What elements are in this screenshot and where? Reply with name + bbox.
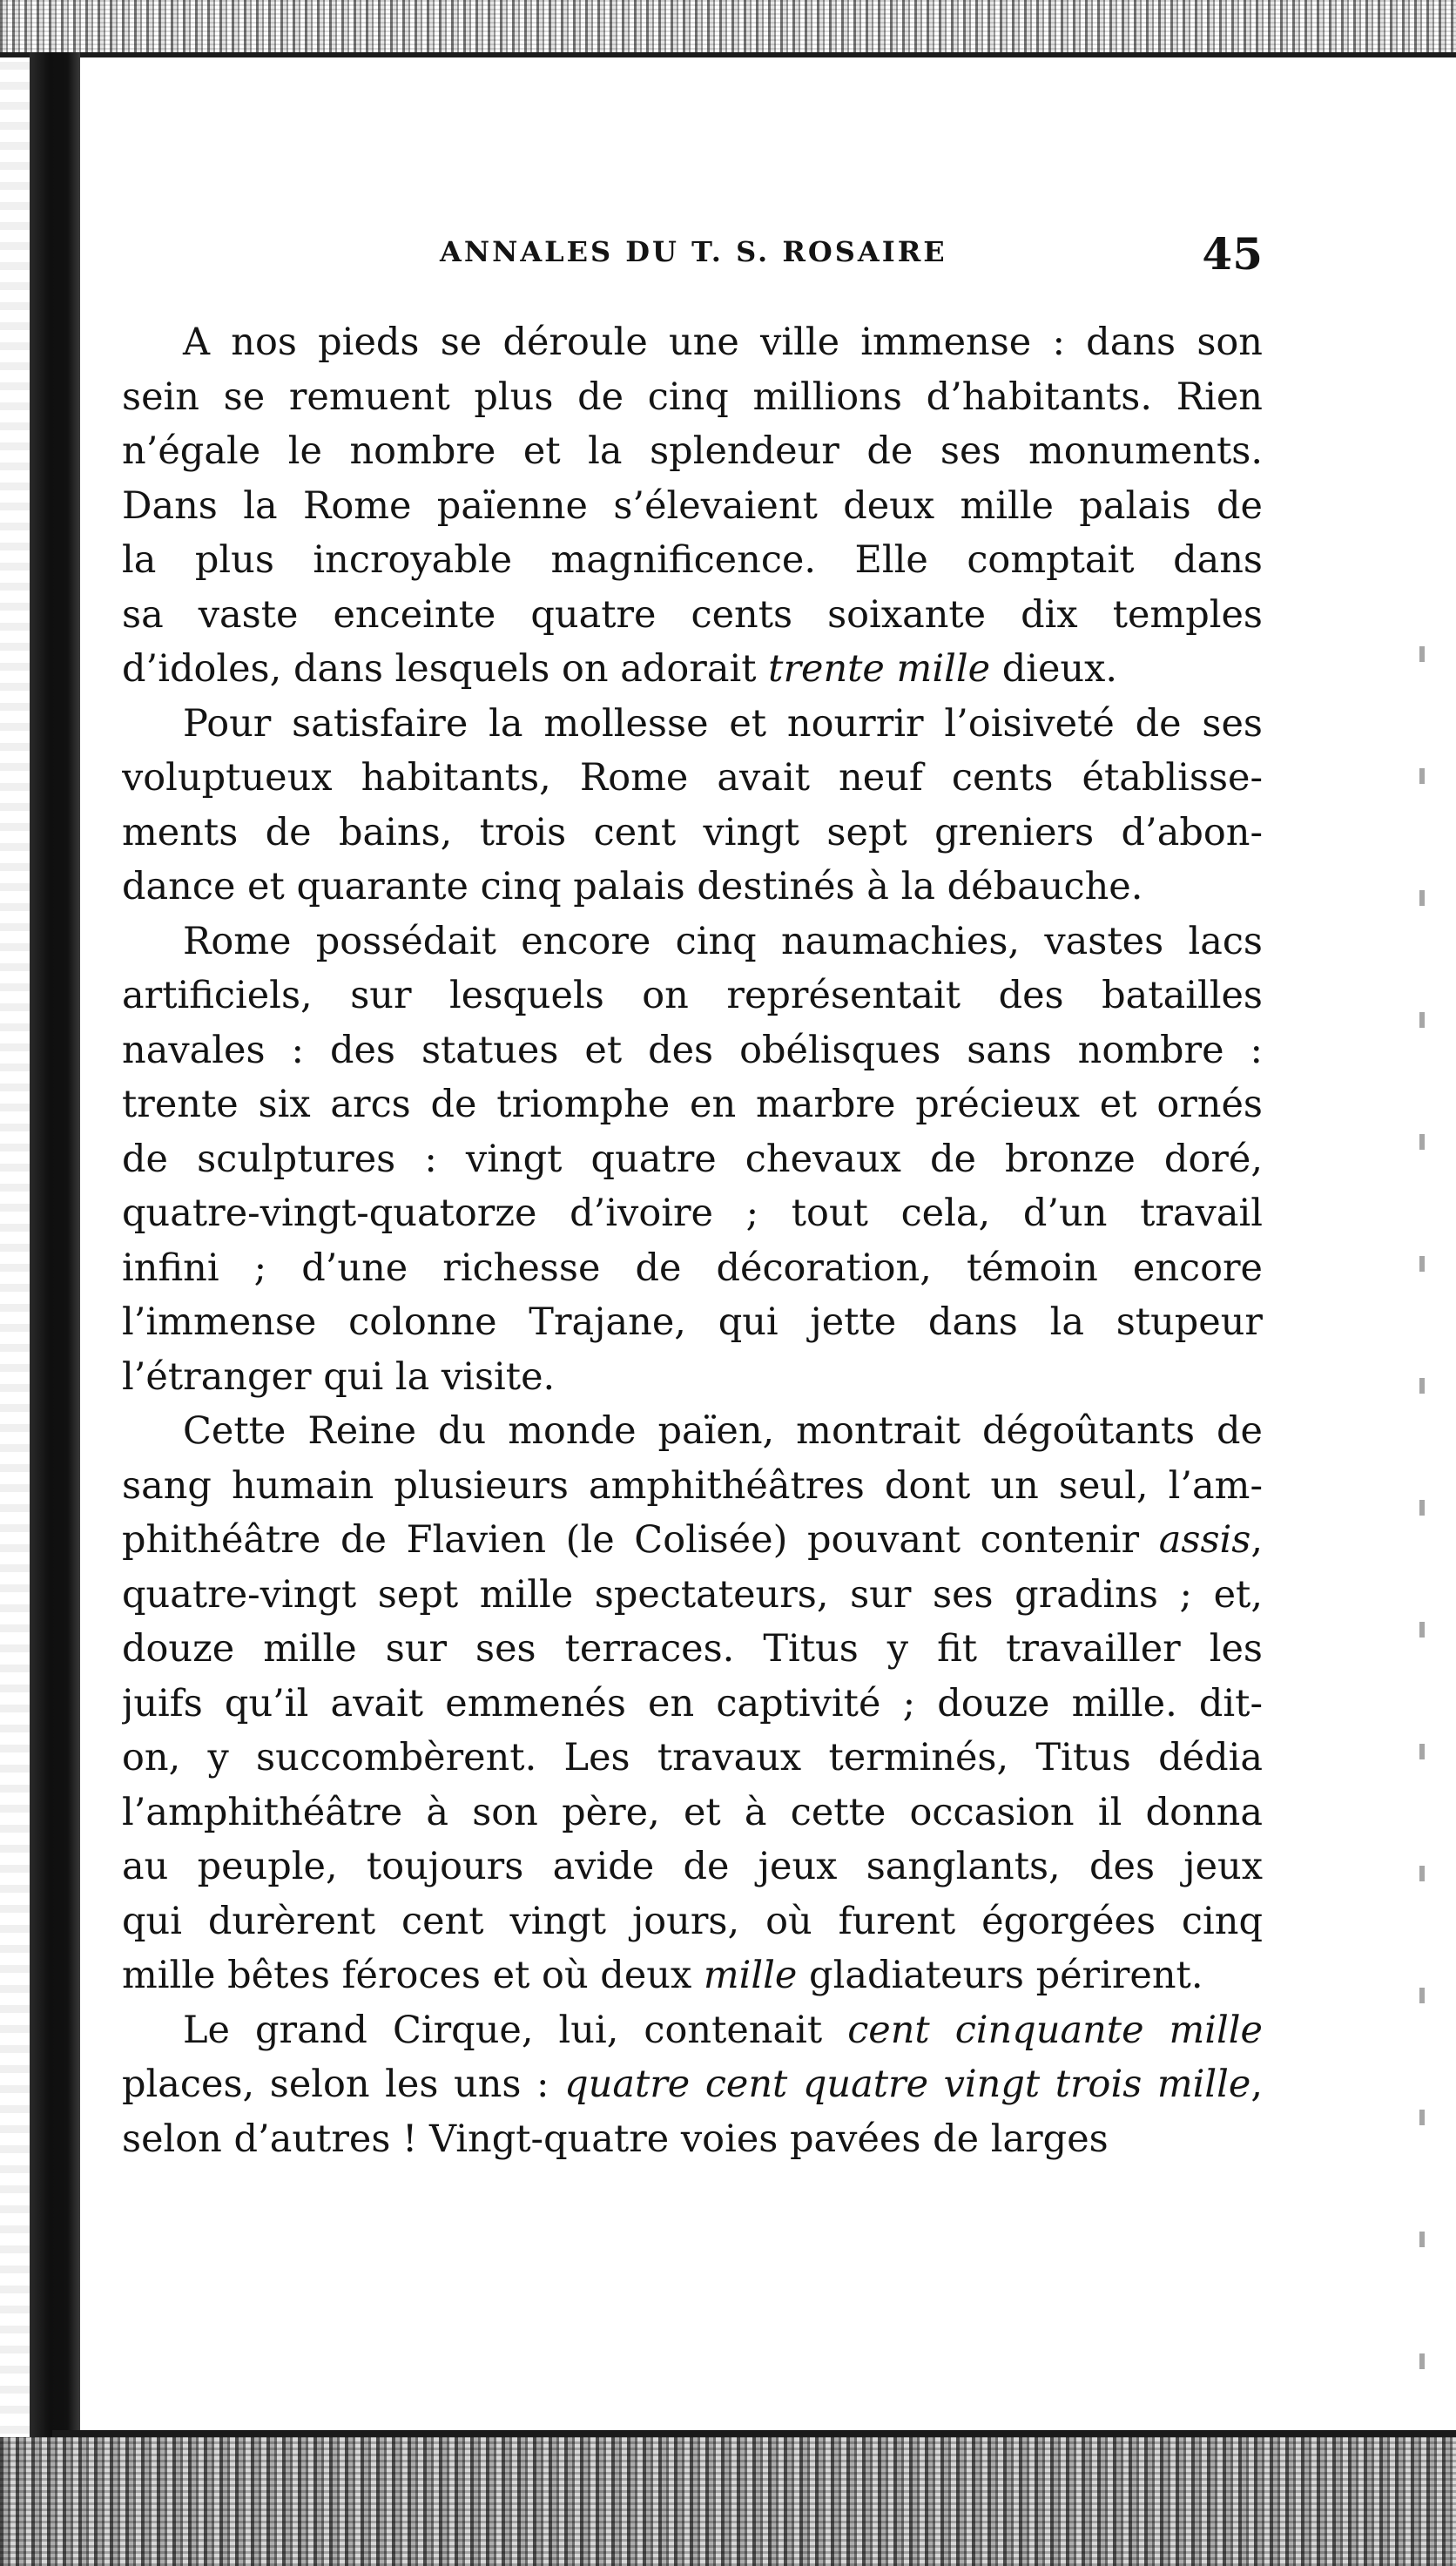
text-segment: l’étranger qui la visite. xyxy=(122,1354,556,1399)
italic-text: assis xyxy=(1158,1518,1251,1562)
text-segment: n’égale le nombre et la splendeur de ses monuments. xyxy=(122,429,1263,473)
text-segment: gladiateurs périrent. xyxy=(797,1954,1203,1997)
text-line xyxy=(122,315,1263,370)
text-line xyxy=(122,1132,1263,1187)
text-segment: on, y succombèrent. Les travaux terminés, Titus dédia xyxy=(122,1736,1263,1779)
page-number: 45 xyxy=(1202,228,1263,280)
text-segment: , xyxy=(1250,2063,1263,2106)
text-segment: navales : des statues et des obélisques sans nombre : xyxy=(122,1028,1263,1072)
text-line xyxy=(122,1241,1263,1296)
text-line xyxy=(122,751,1263,806)
text-segment: sa vaste enceinte quatre cents soixante dix temples xyxy=(122,592,1263,637)
text-segment: phithéâtre de Flavien (le Colisée) pouvant contenir xyxy=(122,1518,1159,1562)
text-segment: quatre-vingt sept mille spectateurs, sur ses gradins ; et, xyxy=(122,1572,1263,1617)
text-segment: l’amphithéâtre à son père, et à cette occasion il donna xyxy=(122,1790,1263,1834)
text-segment: sein se remuent plus de cinq millions d’habitants. Rien xyxy=(122,375,1263,419)
text-segment: Cette Reine du monde païen, montrait dégoûtants de xyxy=(183,1409,1263,1453)
paragraph xyxy=(122,315,1263,697)
text-line xyxy=(122,1786,1263,1840)
paragraph xyxy=(122,915,1263,1405)
text-segment: Rome possédait encore cinq naumachies, vastes lacs xyxy=(183,919,1263,963)
text-segment: , xyxy=(1250,1518,1263,1562)
text-line xyxy=(122,1840,1263,1894)
text-segment: places, selon les uns : xyxy=(122,2063,565,2106)
body-text xyxy=(122,315,1263,2166)
running-header xyxy=(122,228,1263,280)
text-line xyxy=(122,1350,1263,1405)
text-segment: selon d’autres ! Vingt-quatre voies pavées de larges xyxy=(122,2117,1109,2161)
text-segment: Le grand Cirque, lui, contenait xyxy=(183,2008,848,2052)
text-line xyxy=(122,2057,1263,2112)
text-line xyxy=(122,1894,1263,1949)
italic-text: mille xyxy=(703,1954,798,1997)
text-segment: dance et quarante cinq palais destinés à la débauche. xyxy=(122,865,1143,908)
text-line xyxy=(122,697,1263,752)
text-segment: douze mille sur ses terraces. Titus y fit travailler les xyxy=(122,1627,1263,1671)
scan-margin-left xyxy=(0,52,30,2474)
text-line xyxy=(122,1077,1263,1132)
running-title: ANNALES DU T. S. ROSAIRE xyxy=(440,235,947,268)
text-segment: voluptueux habitants, Rome avait neuf cents établisse- xyxy=(122,756,1263,800)
text-segment: artificiels, sur lesquels on représentait des batailles xyxy=(122,974,1263,1017)
text-line xyxy=(122,860,1263,915)
italic-text: cent cinquante mille xyxy=(847,2008,1263,2052)
scan-margin-marks-right xyxy=(1419,540,1425,2369)
scan-binding-shadow xyxy=(30,52,80,2439)
text-segment: l’immense colonne Trajane, qui jette dans la stupeur xyxy=(122,1300,1263,1344)
text-segment: dieux. xyxy=(990,647,1118,691)
italic-text: trente mille xyxy=(768,647,991,691)
text-line xyxy=(122,1404,1263,1459)
text-segment: ments de bains, trois cent vingt sept greniers d’abon- xyxy=(122,810,1263,854)
text-line xyxy=(122,1023,1263,1078)
text-line xyxy=(122,533,1263,588)
text-segment: juifs qu’il avait emmenés en captivité ; douze mille. dit- xyxy=(122,1681,1263,1725)
text-line xyxy=(122,1295,1263,1350)
text-segment: mille bêtes féroces et où deux xyxy=(122,1954,704,1997)
text-line xyxy=(122,479,1263,534)
text-segment: sang humain plusieurs amphithéâtres dont un seul, l’am- xyxy=(122,1463,1263,1508)
text-segment: de sculptures : vingt quatre chevaux de bronze doré, xyxy=(122,1137,1263,1181)
text-line xyxy=(122,1677,1263,1732)
paragraph xyxy=(122,2003,1263,2167)
italic-text: quatre cent quatre vingt trois mille xyxy=(564,2063,1251,2106)
text-segment: quatre-vingt-quatorze d’ivoire ; tout cela, d’un travail xyxy=(122,1192,1263,1235)
text-line xyxy=(122,1568,1263,1623)
scan-border-bottom xyxy=(0,2437,1456,2566)
text-segment: au peuple, toujours avide de jeux sanglants, des jeux xyxy=(122,1845,1263,1888)
text-line xyxy=(122,2112,1263,2167)
text-segment: infini ; d’une richesse de décoration, témoin encore xyxy=(122,1246,1263,1290)
text-line xyxy=(122,370,1263,425)
text-segment: trente six arcs de triomphe en marbre précieux et ornés xyxy=(122,1083,1263,1126)
paragraph xyxy=(122,1404,1263,2003)
text-line xyxy=(122,2003,1263,2058)
text-segment: d’idoles, dans lesquels on adorait xyxy=(122,647,769,691)
text-segment: A nos pieds se déroule une ville immense : dans son xyxy=(183,321,1263,364)
text-line xyxy=(122,642,1263,697)
text-segment: Dans la Rome païenne s’élevaient deux mille palais de xyxy=(122,483,1263,528)
scan-rule-bottom xyxy=(52,2430,1456,2437)
text-segment: la plus incroyable magnificence. Elle comptait dans xyxy=(122,538,1263,582)
paragraph xyxy=(122,697,1263,915)
text-line xyxy=(122,806,1263,861)
text-line xyxy=(122,1459,1263,1514)
scan-rule-top xyxy=(0,52,1456,57)
text-line xyxy=(122,1622,1263,1677)
text-segment: Pour satisfaire la mollesse et nourrir l’oisiveté de ses xyxy=(183,701,1263,746)
text-line xyxy=(122,588,1263,643)
text-line xyxy=(122,424,1263,479)
text-line xyxy=(122,969,1263,1023)
text-line xyxy=(122,1186,1263,1241)
text-segment: qui durèrent cent vingt jours, où furent égorgées cinq xyxy=(122,1899,1263,1943)
text-line xyxy=(122,1513,1263,1568)
text-line xyxy=(122,1731,1263,1786)
scan-border-top xyxy=(0,0,1456,54)
text-line xyxy=(122,915,1263,969)
text-line xyxy=(122,1948,1263,2003)
